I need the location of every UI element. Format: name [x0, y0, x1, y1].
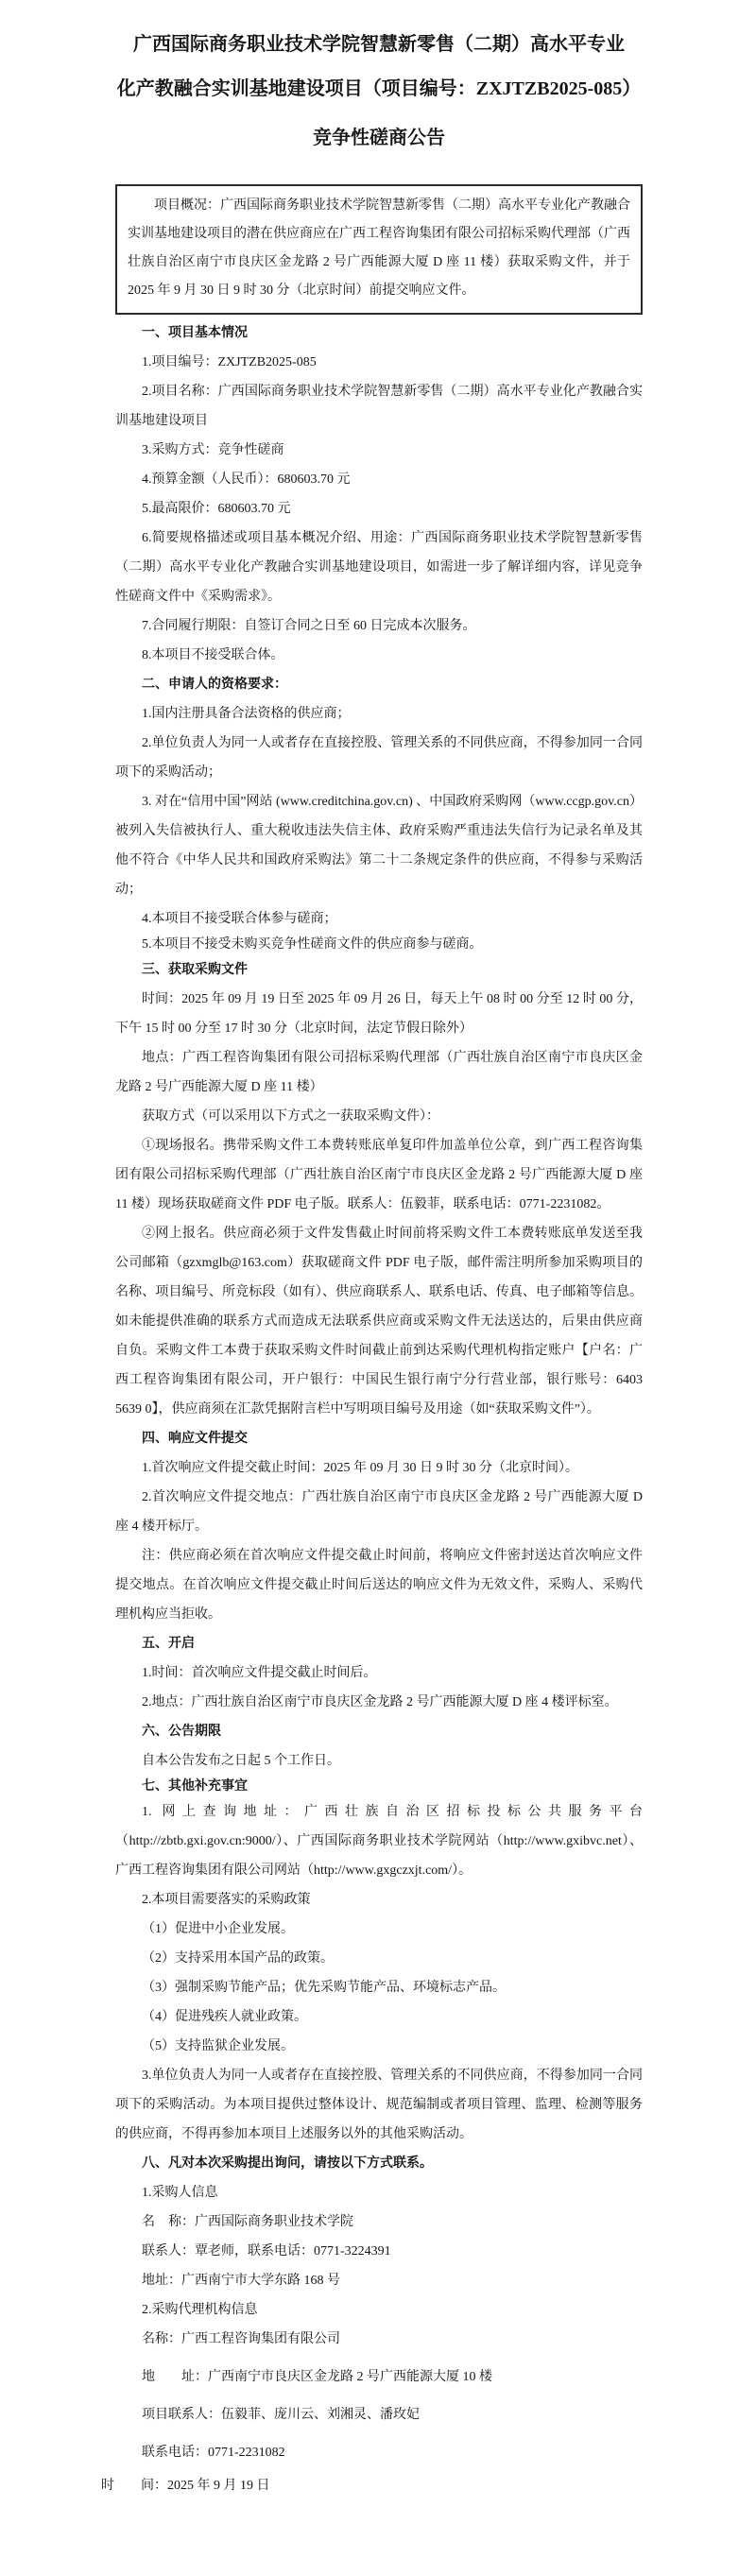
- paragraph: 2.项目名称：广西国际商务职业技术学院智慧新零售（二期）高水平专业化产教融合实训基地建设项目: [115, 385, 643, 428]
- paragraph: 6.简要规格描述或项目基本概况介绍、用途：广西国际商务职业技术学院智慧新零售（二期）高水平专业化产教融合实训基地建设项目，如需进一步了解详细内容，详见竞争性磋商文件中《采购需求》。: [115, 531, 643, 604]
- paragraph: （3）强制采购节能产品；优先采购节能产品、环境标志产品。: [142, 1981, 506, 1995]
- paragraph: 2.本项目需要落实的采购政策: [142, 1893, 311, 1907]
- paragraph: ②网上报名。供应商必须于文件发售截止时间前将采购文件工本费转账底单发送至我公司邮箱（gzxmglb@163.com）获取磋商文件 PDF 电子版，邮件需注明所参加采购项目的名称、项目编号、所竞标段（如有）、供应商联系人、联系电话、传真、电子邮箱等信息。如未能提供准确的联系方式而造成无法联系供应商或采购文件无法送达的，后果由供应商自负。采购文件工本费于获取采购文件时间截止前到达采购代理机构指定账户【户名：广西工程咨询集团有限公司，开户银行：中国民生银行南宁分行营业部，银行账号：6403 5639 0】，供应商须在汇款凭据附言栏中写明项目编号及用途（如“获取采购文件”）。: [115, 1227, 643, 1417]
- paragraph: 地址：广西南宁市大学东路 168 号: [142, 2274, 340, 2288]
- paragraph: 1.采购人信息: [142, 2186, 218, 2200]
- section-heading: 五、开启: [142, 1637, 195, 1651]
- paragraph: 时 间：2025 年 9 月 19 日: [101, 2479, 270, 2493]
- paragraph: 2.采购代理机构信息: [142, 2303, 258, 2317]
- paragraph: 3.采购方式：竞争性磋商: [142, 443, 284, 457]
- paragraph: 2.地点：广西壮族自治区南宁市良庆区金龙路 2 号广西能源大厦 D 座 4 楼评标室。: [142, 1695, 618, 1709]
- paragraph: （1）促进中小企业发展。: [142, 1922, 294, 1936]
- paragraph: 注：供应商必须在首次响应文件提交截止时间前，将响应文件密封送达首次响应文件提交地点。在首次响应文件提交截止时间后送达的响应文件为无效文件，采购人、采购代理机构应当拒收。: [115, 1549, 643, 1622]
- paragraph: 联系人：覃老师，联系电话：0771-3224391: [142, 2244, 391, 2258]
- paragraph: （2）支持采用本国产品的政策。: [142, 1951, 334, 1966]
- paragraph: 名 称：广西国际商务职业技术学院: [142, 2215, 353, 2229]
- paragraph: 3.单位负责人为同一人或者存在直接控股、管理关系的不同供应商，不得参加同一合同项下的采购活动。为本项目提供过整体设计、规范编制或者项目管理、监理、检测等服务的供应商，不得再参加本项目上述服务以外的其他采购活动。: [115, 2069, 643, 2141]
- section-heading: 八、凡对本次采购提出询问，请按以下方式联系。: [142, 2156, 433, 2171]
- paragraph: 名称：广西工程咨询集团有限公司: [142, 2332, 340, 2346]
- paragraph: 1.首次响应文件提交截止时间：2025 年 09 月 30 日 9 时 30 分（北京时间）。: [142, 1461, 578, 1475]
- paragraph: 联系电话：0771-2231082: [142, 2446, 285, 2460]
- paragraph: 1.项目编号：ZXJTZB2025-085: [142, 355, 317, 369]
- paragraph: 1. 网上查询地址：广西壮族自治区招标投标公共服务平台（http://zbtb.gxi.gov.cn:9000/）、广西国际商务职业技术学院网站（http://www.gxibvc.net）、广西工程咨询集团有限公司网站（http://www.gxgczxjt.com/）。: [115, 1805, 643, 1878]
- paragraph: 自本公告发布之日起 5 个工作日。: [142, 1754, 340, 1768]
- project-overview-box: 项目概况：广西国际商务职业技术学院智慧新零售（二期）高水平专业化产教融合实训基地建设项目的潜在供应商应在广西工程咨询集团有限公司招标采购代理部（广西壮族自治区南宁市良庆区金龙路 2 号广西能源大厦 D 座 11 楼）获取采购文件，并于 2025 年 9 月 30 日 9 时 30 分（北京时间）前提交响应文件。: [115, 184, 643, 315]
- title-line-1: 广西国际商务职业技术学院智慧新零售（二期）高水平专业: [133, 34, 625, 55]
- paragraph: 8.本项目不接受联合体。: [142, 648, 284, 662]
- paragraph: 地 址：广西南宁市良庆区金龙路 2 号广西能源大厦 10 楼: [142, 2370, 492, 2384]
- paragraph: （4）促进残疾人就业政策。: [142, 2010, 307, 2024]
- section-heading: 三、获取采购文件: [142, 963, 248, 977]
- paragraph: 1.时间：首次响应文件提交截止时间后。: [142, 1666, 377, 1680]
- paragraph: 4.本项目不接受联合体参与磋商；: [142, 912, 337, 926]
- paragraph: 4.预算金额（人民币）：680603.70 元: [142, 472, 351, 487]
- paragraph: （5）支持监狱企业发展。: [142, 2039, 294, 2053]
- paragraph: 5.本项目不接受未购买竞争性磋商文件的供应商参与磋商。: [142, 937, 483, 952]
- section-heading: 一、项目基本情况: [142, 326, 248, 340]
- section-heading: 七、其他补充事宜: [142, 1779, 248, 1794]
- title-line-announcement-type: 竞争性磋商公告: [313, 128, 445, 148]
- paragraph: ①现场报名。携带采购文件工本费转账底单复印件加盖单位公章，到广西工程咨询集团有限公司招标采购代理部（广西壮族自治区南宁市良庆区金龙路 2 号广西能源大厦 D 座 11 楼）现场获取磋商文件 PDF 电子版。联系人：伍毅菲，联系电话：0771-2231082。: [115, 1139, 643, 1211]
- paragraph: 5.最高限价：680603.70 元: [142, 502, 291, 516]
- paragraph: 时间：2025 年 09 月 19 日至 2025 年 09 月 26 日，每天上午 08 时 00 分至 12 时 00 分，下午 15 时 00 分至 17 时 30 分（北京时间，法定节假日除外）: [115, 992, 643, 1036]
- paragraph: 地点：广西工程咨询集团有限公司招标采购代理部（广西壮族自治区南宁市良庆区金龙路 2 号广西能源大厦 D 座 11 楼）: [115, 1051, 643, 1094]
- section-heading: 六、公告期限: [142, 1725, 221, 1739]
- paragraph: 7.合同履行期限：自签订合同之日至 60 日完成本次服务。: [142, 619, 476, 633]
- paragraph: 3. 对在“信用中国”网站 (www.creditchina.gov.cn) 、中国政府采购网（www.ccgp.gov.cn）被列入失信被执行人、重大税收违法失信主体、政府采购严重违法失信行为记录名单及其他不符合《中华人民共和国政府采购法》第二十二条规定条件的供应商，不得参与采购活动；: [115, 795, 643, 897]
- section-heading: 二、申请人的资格要求：: [142, 678, 287, 692]
- section-heading: 四、响应文件提交: [142, 1432, 248, 1446]
- paragraph: 1.国内注册具备合法资格的供应商；: [142, 707, 351, 721]
- title-line-2: 化产教融合实训基地建设项目（项目编号：ZXJTZB2025-085）: [116, 78, 642, 99]
- document-body: [101, 318, 643, 2500]
- paragraph: 项目联系人：伍毅菲、庞川云、刘湘灵、潘玫妃: [142, 2408, 420, 2422]
- paragraph: 获取方式（可以采用以下方式之一获取采购文件）：: [142, 1109, 439, 1124]
- document-title: [115, 23, 643, 165]
- paragraph: 2.单位负责人为同一人或者存在直接控股、管理关系的不同供应商，不得参加同一合同项下的采购活动；: [115, 736, 643, 780]
- paragraph: 2.首次响应文件提交地点：广西壮族自治区南宁市良庆区金龙路 2 号广西能源大厦 D 座 4 楼开标厅。: [115, 1490, 643, 1534]
